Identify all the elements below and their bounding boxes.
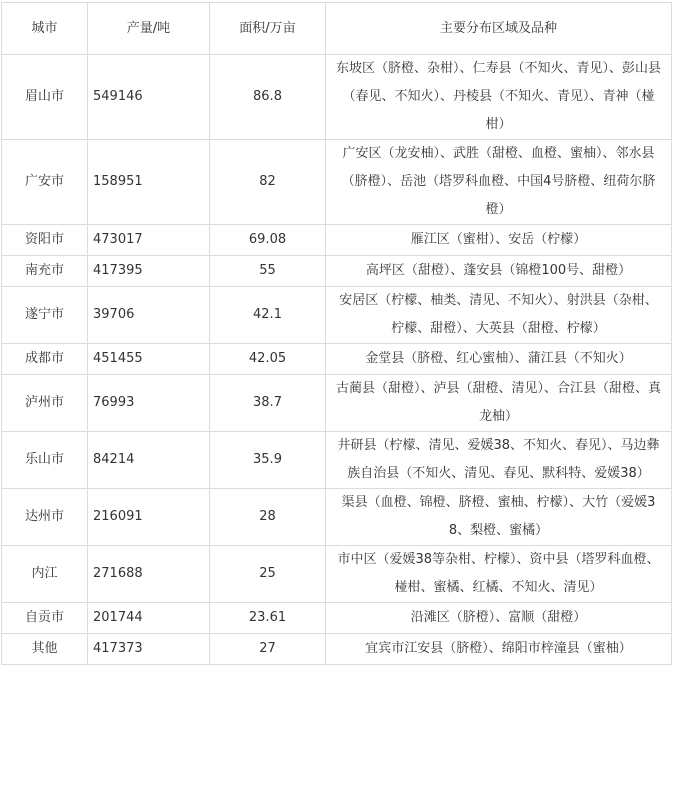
- cell-distribution: 市中区（爱媛38等杂柑、柠檬）、资中县（塔罗科血橙、椪柑、蜜橘、红橘、不知火、清见）: [326, 546, 672, 603]
- cell-distribution: 东坡区（脐橙、杂柑）、仁寿县（不知火、青见）、彭山县（春见、不知火）、丹棱县（不知火、青见）、青神（椪柑）: [326, 55, 672, 140]
- cell-area: 69.08: [210, 225, 326, 256]
- cell-city: 广安市: [2, 140, 88, 225]
- table-row: [2, 55, 672, 140]
- table-row: [2, 256, 672, 287]
- cell-production: 417373: [88, 634, 210, 665]
- table-row: [2, 375, 672, 432]
- table-row: [2, 287, 672, 344]
- cell-production: 39706: [88, 287, 210, 344]
- header-production: 产量/吨: [88, 3, 210, 55]
- cell-production: 76993: [88, 375, 210, 432]
- cell-area: 23.61: [210, 603, 326, 634]
- cell-city: 南充市: [2, 256, 88, 287]
- header-city: 城市: [2, 3, 88, 55]
- table-header-row: [2, 3, 672, 55]
- cell-production: 473017: [88, 225, 210, 256]
- table-row: [2, 489, 672, 546]
- cell-city: 眉山市: [2, 55, 88, 140]
- cell-city: 达州市: [2, 489, 88, 546]
- cell-city: 遂宁市: [2, 287, 88, 344]
- cell-area: 35.9: [210, 432, 326, 489]
- cell-area: 42.1: [210, 287, 326, 344]
- cell-production: 84214: [88, 432, 210, 489]
- cell-distribution: 广安区（龙安柚）、武胜（甜橙、血橙、蜜柚）、邻水县（脐橙）、岳池（塔罗科血橙、中国4号脐橙、纽荷尔脐橙）: [326, 140, 672, 225]
- table-row: [2, 432, 672, 489]
- citrus-distribution-table: [1, 2, 672, 665]
- cell-distribution: 井研县（柠檬、清见、爱媛38、不知火、春见）、马边彝族自治县（不知火、清见、春见、默科特、爱媛38）: [326, 432, 672, 489]
- table-row: [2, 344, 672, 375]
- cell-distribution: 安居区（柠檬、柚类、清见、不知火）、射洪县（杂柑、柠檬、甜橙）、大英县（甜橙、柠檬）: [326, 287, 672, 344]
- cell-production: 417395: [88, 256, 210, 287]
- cell-distribution: 古蔺县（甜橙）、泸县（甜橙、清见）、合江县（甜橙、真龙柚）: [326, 375, 672, 432]
- table-row: [2, 603, 672, 634]
- cell-area: 86.8: [210, 55, 326, 140]
- cell-area: 82: [210, 140, 326, 225]
- cell-area: 55: [210, 256, 326, 287]
- header-area: 面积/万亩: [210, 3, 326, 55]
- cell-city: 其他: [2, 634, 88, 665]
- cell-production: 549146: [88, 55, 210, 140]
- table-row: [2, 546, 672, 603]
- cell-city: 乐山市: [2, 432, 88, 489]
- cell-city: 成都市: [2, 344, 88, 375]
- table-row: [2, 225, 672, 256]
- cell-city: 泸州市: [2, 375, 88, 432]
- cell-area: 27: [210, 634, 326, 665]
- cell-city: 自贡市: [2, 603, 88, 634]
- cell-distribution: 金堂县（脐橙、红心蜜柚）、蒲江县（不知火）: [326, 344, 672, 375]
- cell-city: 资阳市: [2, 225, 88, 256]
- cell-distribution: 渠县（血橙、锦橙、脐橙、蜜柚、柠檬）、大竹（爱媛38、梨橙、蜜橘）: [326, 489, 672, 546]
- table-row: [2, 634, 672, 665]
- cell-production: 451455: [88, 344, 210, 375]
- cell-distribution: 宜宾市江安县（脐橙）、绵阳市梓潼县（蜜柚）: [326, 634, 672, 665]
- cell-area: 25: [210, 546, 326, 603]
- cell-city: 内江: [2, 546, 88, 603]
- cell-area: 28: [210, 489, 326, 546]
- cell-area: 38.7: [210, 375, 326, 432]
- cell-distribution: 高坪区（甜橙）、蓬安县（锦橙100号、甜橙）: [326, 256, 672, 287]
- cell-production: 271688: [88, 546, 210, 603]
- cell-distribution: 沿滩区（脐橙）、富顺（甜橙）: [326, 603, 672, 634]
- table-row: [2, 140, 672, 225]
- cell-production: 158951: [88, 140, 210, 225]
- cell-area: 42.05: [210, 344, 326, 375]
- cell-production: 201744: [88, 603, 210, 634]
- cell-production: 216091: [88, 489, 210, 546]
- cell-distribution: 雁江区（蜜柑）、安岳（柠檬）: [326, 225, 672, 256]
- header-distribution: 主要分布区域及品种: [326, 3, 672, 55]
